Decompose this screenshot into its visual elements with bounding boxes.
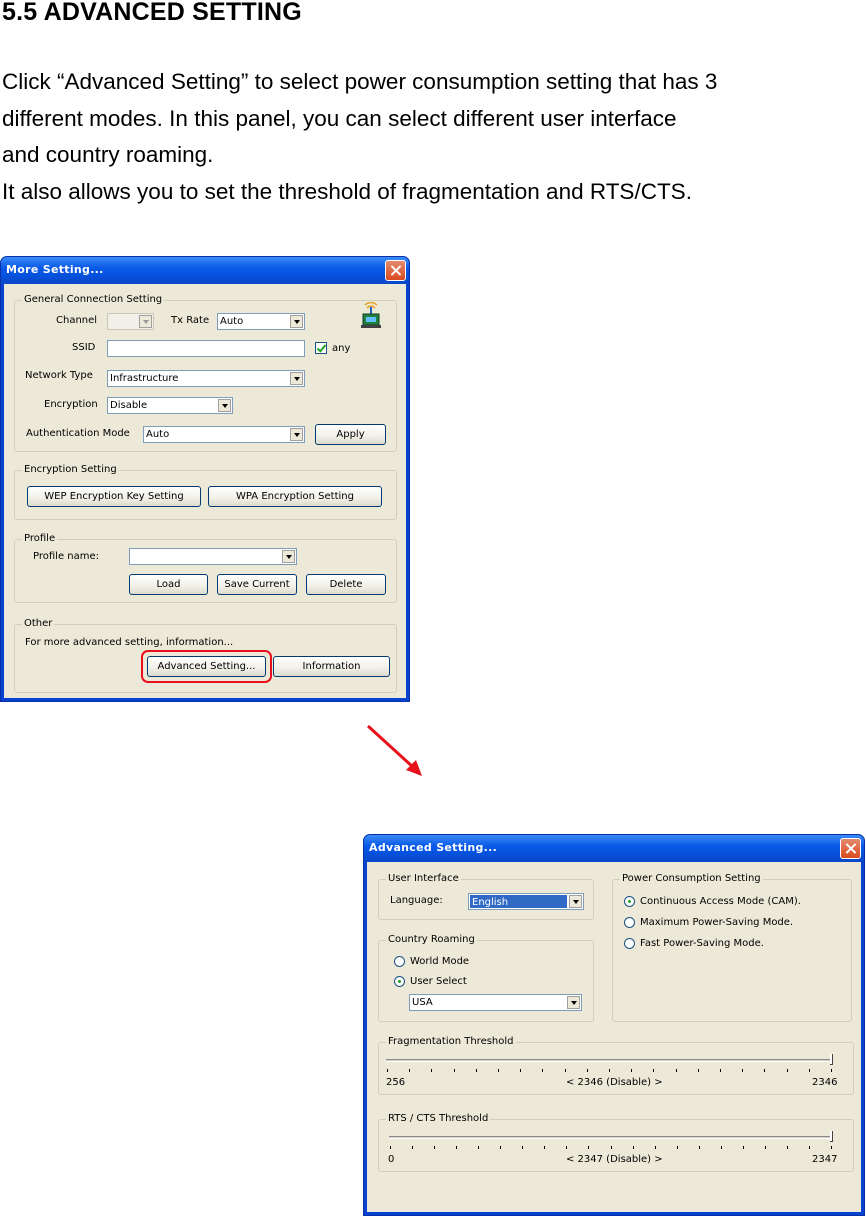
slider-tick [676, 1069, 677, 1072]
fragmentation-max-label: 2346 [812, 1077, 838, 1088]
slider-tick [431, 1069, 432, 1072]
power-option-radio[interactable] [624, 896, 635, 907]
slider-tick [544, 1146, 545, 1149]
paragraph-line: It also allows you to set the threshold of fragmentation and RTS/CTS. [2, 178, 692, 204]
power-option-label: Continuous Access Mode (CAM). [640, 896, 801, 907]
advanced-setting-client [367, 862, 861, 1212]
rts-slider-track [389, 1136, 833, 1139]
slider-tick [721, 1146, 722, 1149]
apply-button[interactable]: Apply [315, 424, 386, 445]
fragmentation-min-label: 256 [386, 1077, 406, 1088]
network-type-select[interactable]: Infrastructure [107, 370, 305, 387]
slider-tick [742, 1069, 743, 1072]
group-label: Country Roaming [388, 934, 475, 945]
slider-tick [456, 1146, 457, 1149]
slider-tick [764, 1069, 765, 1072]
slider-tick [500, 1146, 501, 1149]
window-title: Advanced Setting... [369, 841, 498, 854]
power-option-radio[interactable] [624, 938, 635, 949]
power-option-radio[interactable] [624, 917, 635, 928]
more-setting-window [0, 256, 410, 702]
network-type-label: Network Type [25, 370, 93, 381]
auth-mode-select[interactable]: Auto [143, 426, 305, 443]
ssid-input[interactable] [107, 340, 305, 357]
fragmentation-value-label: < 2346 (Disable) > [566, 1077, 663, 1088]
wpa-setting-button[interactable]: WPA Encryption Setting [208, 486, 382, 507]
world-mode-radio[interactable] [394, 956, 405, 967]
group-label: Profile [24, 533, 56, 544]
slider-tick [434, 1146, 435, 1149]
channel-label: Channel [56, 315, 98, 326]
group-label: General Connection Setting [24, 294, 163, 305]
group-label: Other [24, 618, 53, 629]
slider-tick [655, 1146, 656, 1149]
user-select-label: User Select [410, 976, 467, 987]
window-title: More Setting... [6, 263, 104, 276]
slider-tick [387, 1069, 388, 1072]
slider-tick [587, 1069, 588, 1072]
auth-mode-label: Authentication Mode [26, 428, 130, 439]
tx-rate-label: Tx Rate [171, 315, 210, 326]
advanced-setting-window [363, 834, 865, 1216]
slider-tick [765, 1146, 766, 1149]
close-button[interactable] [840, 838, 861, 859]
encryption-label: Encryption [44, 399, 98, 410]
chevron-down-icon [282, 550, 295, 563]
any-checkbox[interactable] [315, 342, 327, 354]
chevron-down-icon [567, 996, 580, 1009]
wep-key-button[interactable]: WEP Encryption Key Setting [27, 486, 201, 507]
chevron-down-icon [290, 372, 303, 385]
slider-tick [476, 1069, 477, 1072]
paragraph-line: Click “Advanced Setting” to select power consumption setting that has 3 [2, 69, 718, 94]
profile-name-select[interactable] [129, 548, 297, 565]
chevron-down-icon [139, 315, 152, 328]
slider-tick [698, 1069, 699, 1072]
tx-rate-select[interactable]: Auto [217, 313, 305, 330]
group-label: Fragmentation Threshold [388, 1036, 514, 1047]
group-label: RTS / CTS Threshold [388, 1113, 489, 1124]
slider-tick [588, 1146, 589, 1149]
slider-tick [390, 1146, 391, 1149]
red-arrow-icon [364, 722, 428, 780]
group-label: User Interface [388, 873, 459, 884]
other-description: For more advanced setting, information... [25, 637, 234, 648]
slider-tick [566, 1146, 567, 1149]
slider-tick [633, 1146, 634, 1149]
slider-tick [720, 1069, 721, 1072]
slider-tick [699, 1146, 700, 1149]
slider-tick [809, 1069, 810, 1072]
slider-tick [565, 1069, 566, 1072]
slider-tick [743, 1146, 744, 1149]
paragraph-line: and country roaming. [2, 142, 214, 167]
rts-slider-thumb[interactable] [830, 1131, 833, 1142]
slider-tick [520, 1069, 521, 1072]
slider-tick [454, 1069, 455, 1072]
slider-tick [542, 1069, 543, 1072]
slider-tick [611, 1146, 612, 1149]
slider-tick [831, 1069, 832, 1072]
channel-select[interactable] [107, 313, 154, 330]
chevron-down-icon [290, 428, 303, 441]
power-option-label: Maximum Power-Saving Mode. [640, 917, 794, 928]
intro-paragraph [2, 64, 717, 210]
information-button[interactable]: Information [273, 656, 390, 677]
slider-tick [653, 1069, 654, 1072]
world-mode-label: World Mode [410, 956, 470, 967]
group-label: Power Consumption Setting [622, 873, 761, 884]
country-select[interactable]: USA [409, 994, 582, 1011]
more-setting-titlebar[interactable] [1, 257, 409, 284]
slider-tick [787, 1069, 788, 1072]
advanced-setting-button[interactable]: Advanced Setting... [147, 656, 266, 677]
power-option-label: Fast Power-Saving Mode. [640, 938, 764, 949]
slider-tick [409, 1069, 410, 1072]
language-select[interactable]: English [468, 893, 584, 910]
encryption-select[interactable]: Disable [107, 397, 233, 414]
fragmentation-slider-track [386, 1059, 833, 1062]
user-select-radio[interactable] [394, 976, 405, 987]
rts-max-label: 2347 [812, 1154, 838, 1165]
save-current-button[interactable]: Save Current [217, 574, 297, 595]
group-label: Encryption Setting [24, 464, 117, 475]
slider-tick [498, 1069, 499, 1072]
slider-tick [478, 1146, 479, 1149]
any-label: any [332, 343, 351, 354]
profile-name-label: Profile name: [33, 551, 100, 562]
slider-tick [631, 1069, 632, 1072]
delete-button[interactable]: Delete [306, 574, 386, 595]
rts-value-label: < 2347 (Disable) > [566, 1154, 663, 1165]
chevron-down-icon [290, 315, 303, 328]
close-button[interactable] [385, 260, 406, 281]
language-label: Language: [390, 895, 443, 906]
slider-tick [677, 1146, 678, 1149]
rts-min-label: 0 [388, 1154, 395, 1165]
advanced-setting-titlebar[interactable] [364, 835, 864, 862]
section-heading: 5.5 ADVANCED SETTING [2, 0, 302, 26]
slider-tick [831, 1146, 832, 1149]
slider-tick [787, 1146, 788, 1149]
chevron-down-icon [218, 399, 231, 412]
paragraph-line: different modes. In this panel, you can select different user interface [2, 105, 677, 131]
slider-tick [412, 1146, 413, 1149]
wireless-adapter-icon [359, 302, 383, 330]
load-button[interactable]: Load [129, 574, 208, 595]
chevron-down-icon [569, 895, 582, 908]
slider-tick [522, 1146, 523, 1149]
ssid-label: SSID [72, 342, 96, 353]
slider-tick [809, 1146, 810, 1149]
fragmentation-slider-thumb[interactable] [830, 1054, 833, 1065]
more-setting-client [4, 284, 406, 698]
slider-tick [609, 1069, 610, 1072]
